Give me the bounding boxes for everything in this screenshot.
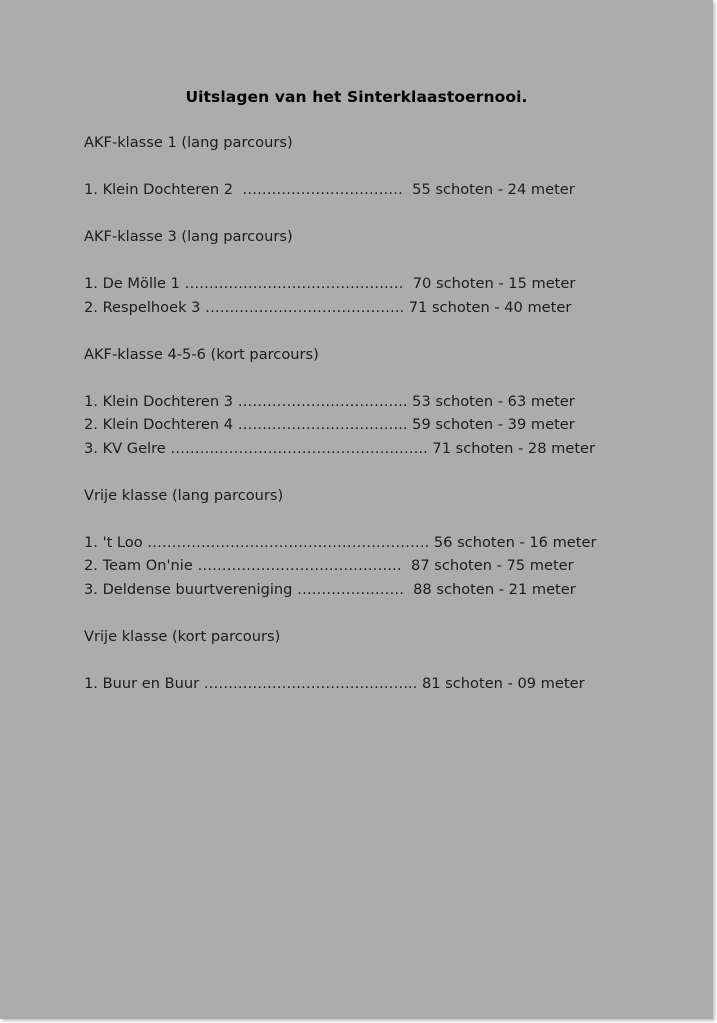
result-line: 1. Klein Dochteren 2 …………………………… 55 schoten - 24 meter: [84, 181, 575, 198]
spacer: [84, 601, 596, 625]
result-line: 1. Klein Dochteren 3 …………………………….. 53 schoten - 63 meter: [84, 392, 575, 410]
section-heading: AKF-klasse 3 (lang parcours): [84, 228, 293, 245]
spacer: [84, 155, 596, 179]
spacer: [84, 202, 596, 226]
spacer: [84, 648, 596, 672]
document-title: Uitslagen van het Sinterklaastoernooi.: [185, 88, 528, 106]
result-line: 1. Buur en Buur …………………………………….. 81 schoten - 09 meter: [84, 674, 585, 692]
section-heading: Vrije klasse (kort parcours): [84, 627, 281, 645]
spacer: [84, 460, 596, 484]
result-line: 3. KV Gelre …………………………………………….. 71 schoten - 28 meter: [84, 439, 596, 457]
result-line: 2. Team On'nie …………………………………… 87 schoten - 75 meter: [84, 557, 574, 574]
section-heading: AKF-klasse 1 (lang parcours): [84, 134, 293, 151]
result-line: 1. De Mölle 1 ……………………………………… 70 schoten - 15 meter: [84, 275, 576, 292]
spacer: [84, 319, 596, 343]
result-line: 2. Klein Dochteren 4 …………………………….. 59 schoten - 39 meter: [84, 416, 575, 433]
section-heading: Vrije klasse (lang parcours): [84, 486, 284, 504]
results-content: [84, 131, 596, 695]
section-heading: AKF-klasse 4-5-6 (kort parcours): [84, 345, 319, 363]
result-line: 2. Respelhoek 3 ………………………………….. 71 schoten - 40 meter: [84, 298, 572, 316]
spacer: [84, 366, 596, 390]
spacer: [84, 507, 596, 531]
spacer: [84, 249, 596, 273]
result-line: 1. 't Loo …………………………………………………. 56 schoten - 16 meter: [84, 533, 597, 551]
result-line: 3. Deldense buurtvereniging …………………. 88 schoten - 21 meter: [84, 580, 576, 598]
